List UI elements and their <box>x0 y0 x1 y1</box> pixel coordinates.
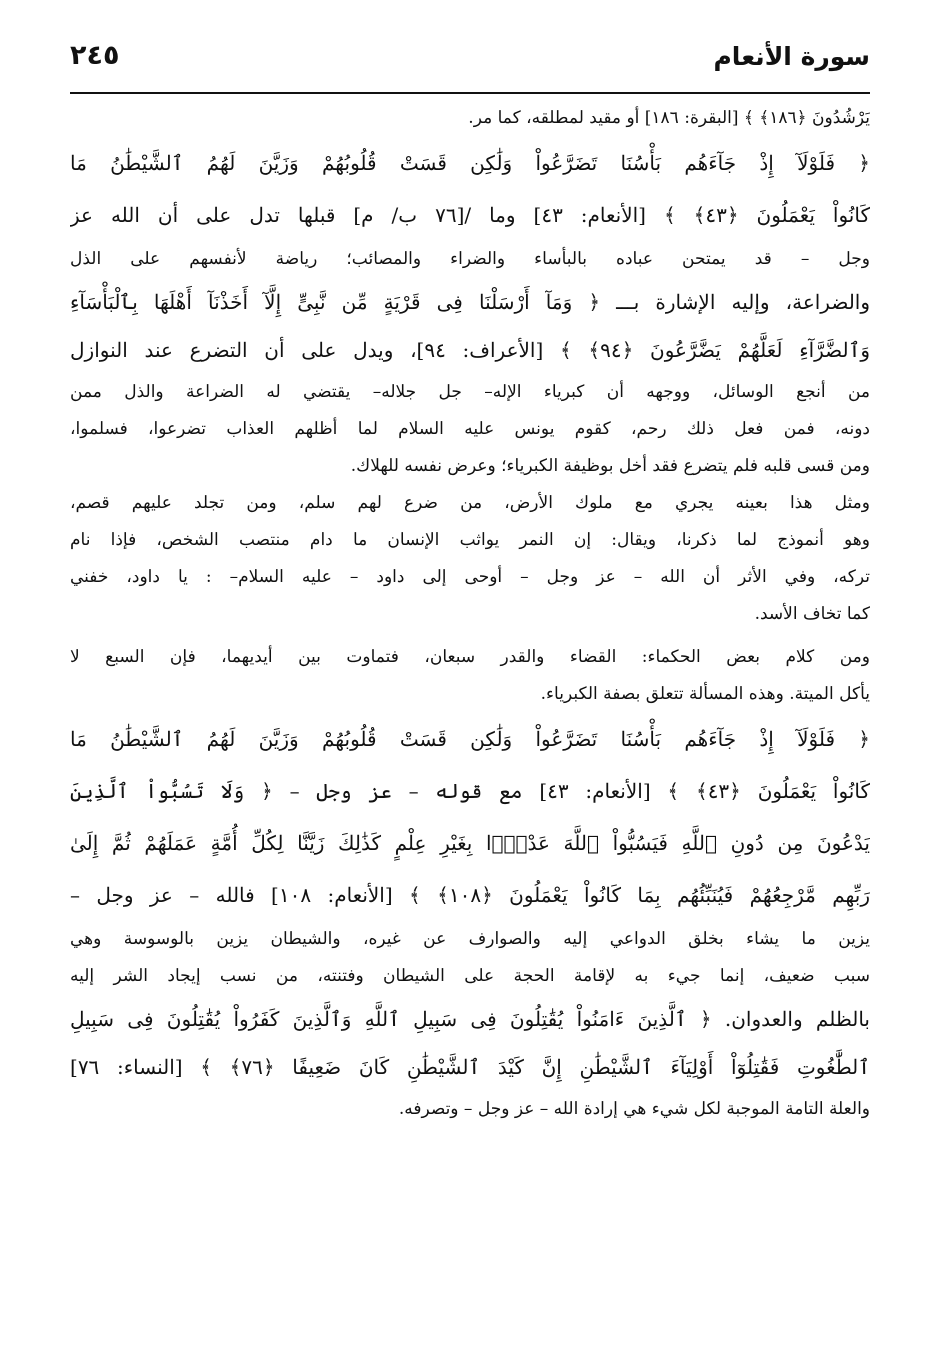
quran-line: وَٱلضَّرَّآءِ لَعَلَّهُمْ يَضَّرَّعُونَ ﴿٩٤﴾ ﴾ [الأعراف: ٩٤]، ويدل على أن التضرع عند النوازل <box>70 338 870 362</box>
quran-line: كَانُواْ يَعْمَلُونَ ﴿٤٣﴾ ﴾ [الأنعام: ٤٣] مع قوله – عز وجل – ﴿ وَلَا تَسُبُّواْ ٱلَّذِينَ <box>70 779 870 803</box>
page-number: ٢٤٥ <box>70 40 120 71</box>
surah-title: سورة الأنعام <box>713 42 870 71</box>
text-line: كما تخاف الأسد. <box>754 604 870 624</box>
header-divider <box>70 92 870 94</box>
quran-line: كَانُواْ يَعْمَلُونَ ﴿٤٣﴾ ﴾ [الأنعام: ٤٣] وما /[٧٦ ب/ م] قبلها تدل على أن الله عز <box>70 203 870 227</box>
paragraph <box>70 639 870 713</box>
paragraph <box>70 100 870 137</box>
quran-line: ﴿ فَلَوْلَآ إِذْ جَآءَهُم بَأْسُنَا تَضَرَّعُواْ وَلَٰكِن قَسَتْ قُلُوبُهُمْ وَزَيَّنَ لَهُمُ ٱلشَّيْطَٰنُ مَا <box>70 727 870 751</box>
text-line: وهو أنموذج لما ذكرنا، ويقال: إن النمر يواثب الإنسان ما دام منتصب الشخص، فإذا نام <box>70 530 870 550</box>
quran-line: رَبِّهِم مَّرْجِعُهُمْ فَيُنَبِّئُهُم بِمَا كَانُواْ يَعْمَلُونَ ﴿١٠٨﴾ ﴾ [الأنعام: ١٠٨] فالله – عز وجل – <box>70 883 870 907</box>
text-line: دونه، فمن فعل ذلك رحم، كقوم يونس عليه السلام لما أظلهم العذاب تضرعوا، فسلموا، <box>70 419 870 439</box>
text-line: وجل – قد يمتحن عباده بالبأساء والضراء والمصائب؛ رياضة لأنفسهم على الذل <box>70 249 870 269</box>
page-header <box>70 38 870 86</box>
text-line: يزين ما يشاء بخلق الدواعي إليه والصوارف عن غيره، والشيطان يزين بالوسوسة وهي <box>70 929 870 949</box>
text-line: تركه، وفي الأثر أن الله – عز وجل – أوحى إلى داود – عليه السلام– : يا داود، خفني <box>70 567 870 587</box>
page-body <box>70 100 870 1128</box>
quran-line: والضراعة، وإليه الإشارة بـــ ﴿ وَمَآ أَرْسَلْنَا فِى قَرْيَةٍ مِّن نَّبِىٍّ إِلَّآ أَخَذْنَآ أَهْلَهَا بِٱلْبَأْسَآءِ <box>70 290 870 314</box>
text-line: من أنجع الوسائل، ووجهه أن كبرياء الإله– جل جلاله– يقتضي له الضراعة والذل ممن <box>70 382 870 402</box>
quran-line: يَدْعُونَ مِن دُونِ ٱللَّهِ فَيَسُبُّواْ ٱللَّهَ عَدْوًۢا بِغَيْرِ عِلْمٍ كَذَٰلِكَ زَيَّنَّا لِكُلِّ أُمَّةٍ عَمَلَهُمْ ثُمَّ إِلَىٰ <box>70 831 870 855</box>
quran-line: ٱلطَّٰغُوتِ فَقَٰتِلُوٓاْ أَوْلِيَآءَ ٱلشَّيْطَٰنِ إِنَّ كَيْدَ ٱلشَّيْطَٰنِ كَانَ ضَعِيفًا ﴿٧٦﴾ ﴾ [النساء: ٧٦] <box>70 1055 870 1079</box>
text-line: يأكل الميتة. وهذه المسألة تتعلق بصفة الكبرياء. <box>540 684 870 704</box>
paragraph <box>70 137 870 485</box>
quran-line: بالظلم والعدوان. ﴿ ٱلَّذِينَ ءَامَنُواْ يُقَٰتِلُونَ فِى سَبِيلِ ٱللَّهِ وَٱلَّذِينَ كَفَرُواْ يُقَٰتِلُونَ فِى سَبِيلِ <box>70 1007 870 1031</box>
paragraph <box>70 485 870 633</box>
text-line: سبب ضعيف، إنما جيء به لإقامة الحجة على الشيطان وفتنته، من نسب إيجاد الشر إليه <box>70 966 870 986</box>
text-line: ومن قسى قلبه فلم يتضرع فقد أخل بوظيفة الكبرياء؛ وعرض نفسه للهلاك. <box>350 456 870 476</box>
paragraph <box>70 713 870 1128</box>
text-line: ومثل هذا بعينه يجري مع ملوك الأرض، من ضرع لهم سلم، ومن تجلد عليهم قصم، <box>70 493 870 513</box>
text-line: والعلة التامة الموجبة لكل شيء هي إرادة الله – عز وجل – وتصرفه. <box>398 1099 870 1119</box>
quran-line: ﴿ فَلَوْلَآ إِذْ جَآءَهُم بَأْسُنَا تَضَرَّعُواْ وَلَٰكِن قَسَتْ قُلُوبُهُمْ وَزَيَّنَ لَهُمُ ٱلشَّيْطَٰنُ مَا <box>70 151 870 175</box>
text-line: يَرْشُدُونَ ﴿١٨٦﴾ ﴾ [البقرة: ١٨٦] أو مقيد لمطلقه، كما مر. <box>468 108 870 128</box>
text-line: ومن كلام بعض الحكماء: القضاء والقدر سبعان، فتماوت بين أيديهما، فإن السبع لا <box>70 647 870 667</box>
